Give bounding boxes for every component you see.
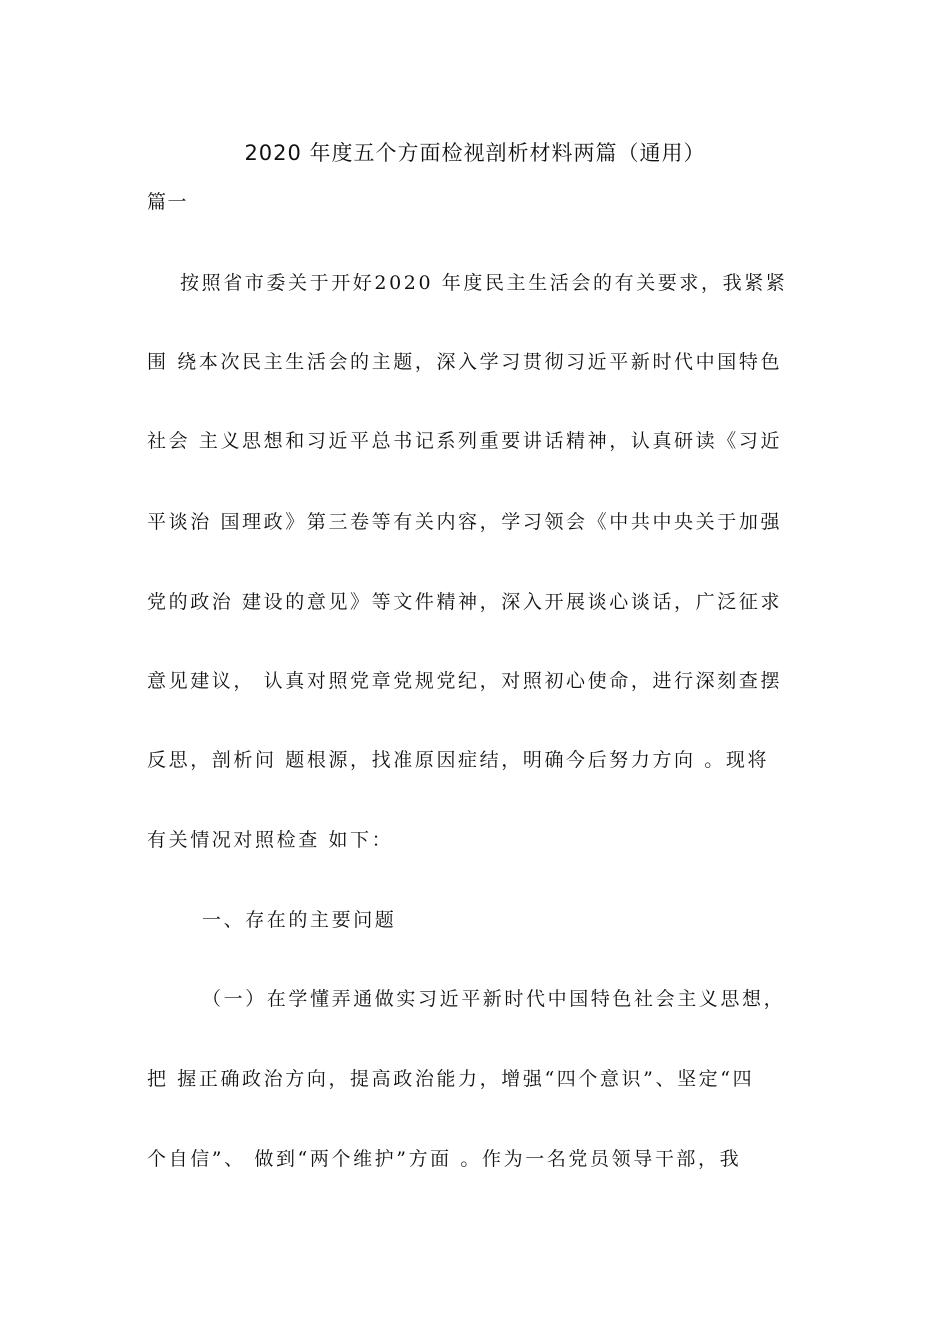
document-title: 2020 年度五个方面检视剖析材料两篇（通用） xyxy=(244,141,706,165)
paragraph-line: 平谈治 国理政》第三卷等有关内容，学习领会《中共中央关于加强 xyxy=(147,511,783,533)
paragraph-line: 社会 主义思想和习近平总书记系列重要讲话精神，认真研读《习近 xyxy=(147,430,783,452)
paragraph-line: 党的政治 建设的意见》等文件精神，深入开展谈心谈话，广泛征求 xyxy=(147,591,783,613)
section-label: 篇一 xyxy=(147,191,189,213)
paragraph-line: （一）在学懂弄通做实习近平新时代中国特色社会主义思想， xyxy=(202,988,786,1010)
paragraph-line: 有关情况对照检查 如下： xyxy=(147,829,394,851)
paragraph-line: 意见建议， 认真对照党章党规党纪，对照初心使命，进行深刻查摆 xyxy=(147,670,783,692)
paragraph-line: 把 握正确政治方向，提高政治能力，增强“四个意识”、坚定“四 xyxy=(147,1068,755,1090)
paragraph-line: 个自信”、 做到“两个维护”方面 。作为一名党员领导干部，我 xyxy=(147,1148,742,1170)
paragraph-line: 围 绕本次民主生活会的主题，深入学习贯彻习近平新时代中国特色 xyxy=(147,351,783,373)
paragraph-line: 按照省市委关于开好2020 年度民主生活会的有关要求，我紧紧 xyxy=(180,272,788,294)
section-heading: 一、存在的主要问题 xyxy=(202,909,397,931)
paragraph-line: 反思，剖析问 题根源，找准原因症结，明确今后努力方向 。现将 xyxy=(147,749,770,771)
